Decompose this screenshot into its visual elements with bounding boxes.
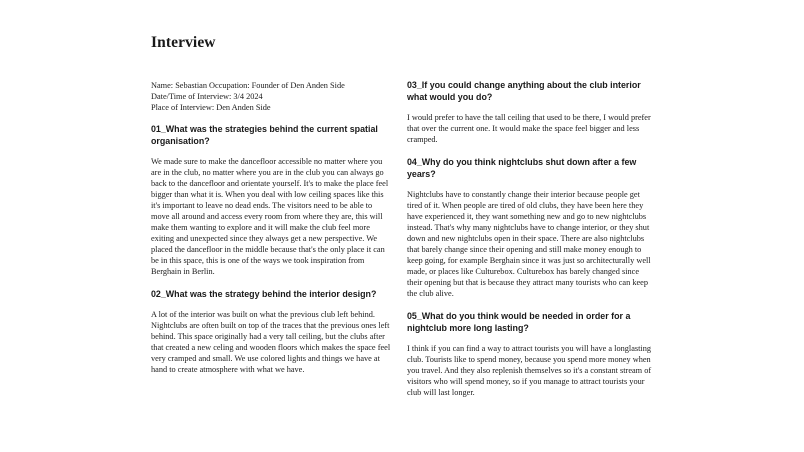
answer-01: We made sure to make the dancefloor accessible no matter where you are in the club, no matter where you are in the club you can always go back to the dancefloor and orientate yourself. It's to make the place feel bigger than what it is. When you deal with low ceiling spaces like this it's important to leave no dead ends. The visitors need to be able to move all around and access every room from where they are, this will make them wanting to explore and it will make the club feel more exiting and unexpected since they always get a new perspective. We placed the dancefloor in the middle because that's the only place it can be in this space, this is one of the ways we took inspiration from Berghain in Berlin. xyxy=(151,157,389,276)
answer-02: A lot of the interior was built on what the previous club left behind. Nightclubs are often built on top of the traces that the previous ones left behind. This space originally had a very tall ceiling, but the clubs after that created a new celing and wooden floors which makes the space feel very cramped and small. We use colored lights and things we have at hand to create atmosphere with what we have. xyxy=(151,310,391,374)
interview-meta xyxy=(151,80,391,113)
question-03: 03_If you could change anything about the club interior what would you do? xyxy=(407,80,641,102)
question-05: 05_What do you think would be needed in order for a nightclub more long lasting? xyxy=(407,311,631,333)
answer-05: I think if you can find a way to attract tourists you will have a longlasting club. Tourists like to spend money, because you spend more money when you travel. And they also replenish themselves so it's a constant stream of visitors who will spend money, so if you manage to attract tourists your club will last longer. xyxy=(407,344,652,397)
answer-03: I would prefer to have the tall ceiling that used to be there, I would prefer that over the current one. It would make the space feel bigger and less cramped. xyxy=(407,113,651,144)
question-01: 01_What was the strategies behind the current spatial organisation? xyxy=(151,124,378,146)
meta-name-line: Name: Sebastian Occupation: Founder of Den Anden Side xyxy=(151,81,345,90)
question-04: 04_Why do you think nightclubs shut down after a few years? xyxy=(407,157,637,179)
meta-date-line: Date/Time of Interview: 3/4 2024 xyxy=(151,92,263,101)
meta-place-line: Place of Interview: Den Anden Side xyxy=(151,103,271,112)
answer-04: Nightclubs have to constantly change their interior because people get tired of it. When people are tired of old clubs, they have been here they have experienced it, they want something new and go to new nightclubs instead. That's why many nightclubs have to change interior, or they shut down and new nightclubs open in their space. There are also nightclubs that barely change since their opening and still make money enough to keep going, for example Berghain since it was just so architecturally well made, or places like Culturebox. Culturebox has barely changed since their opening but that is because they attract many tourists who can keep the club alive. xyxy=(407,190,651,298)
left-column xyxy=(151,80,391,375)
page-title: Interview xyxy=(151,34,216,51)
question-02: 02_What was the strategy behind the interior design? xyxy=(151,289,377,299)
right-column xyxy=(407,79,653,398)
